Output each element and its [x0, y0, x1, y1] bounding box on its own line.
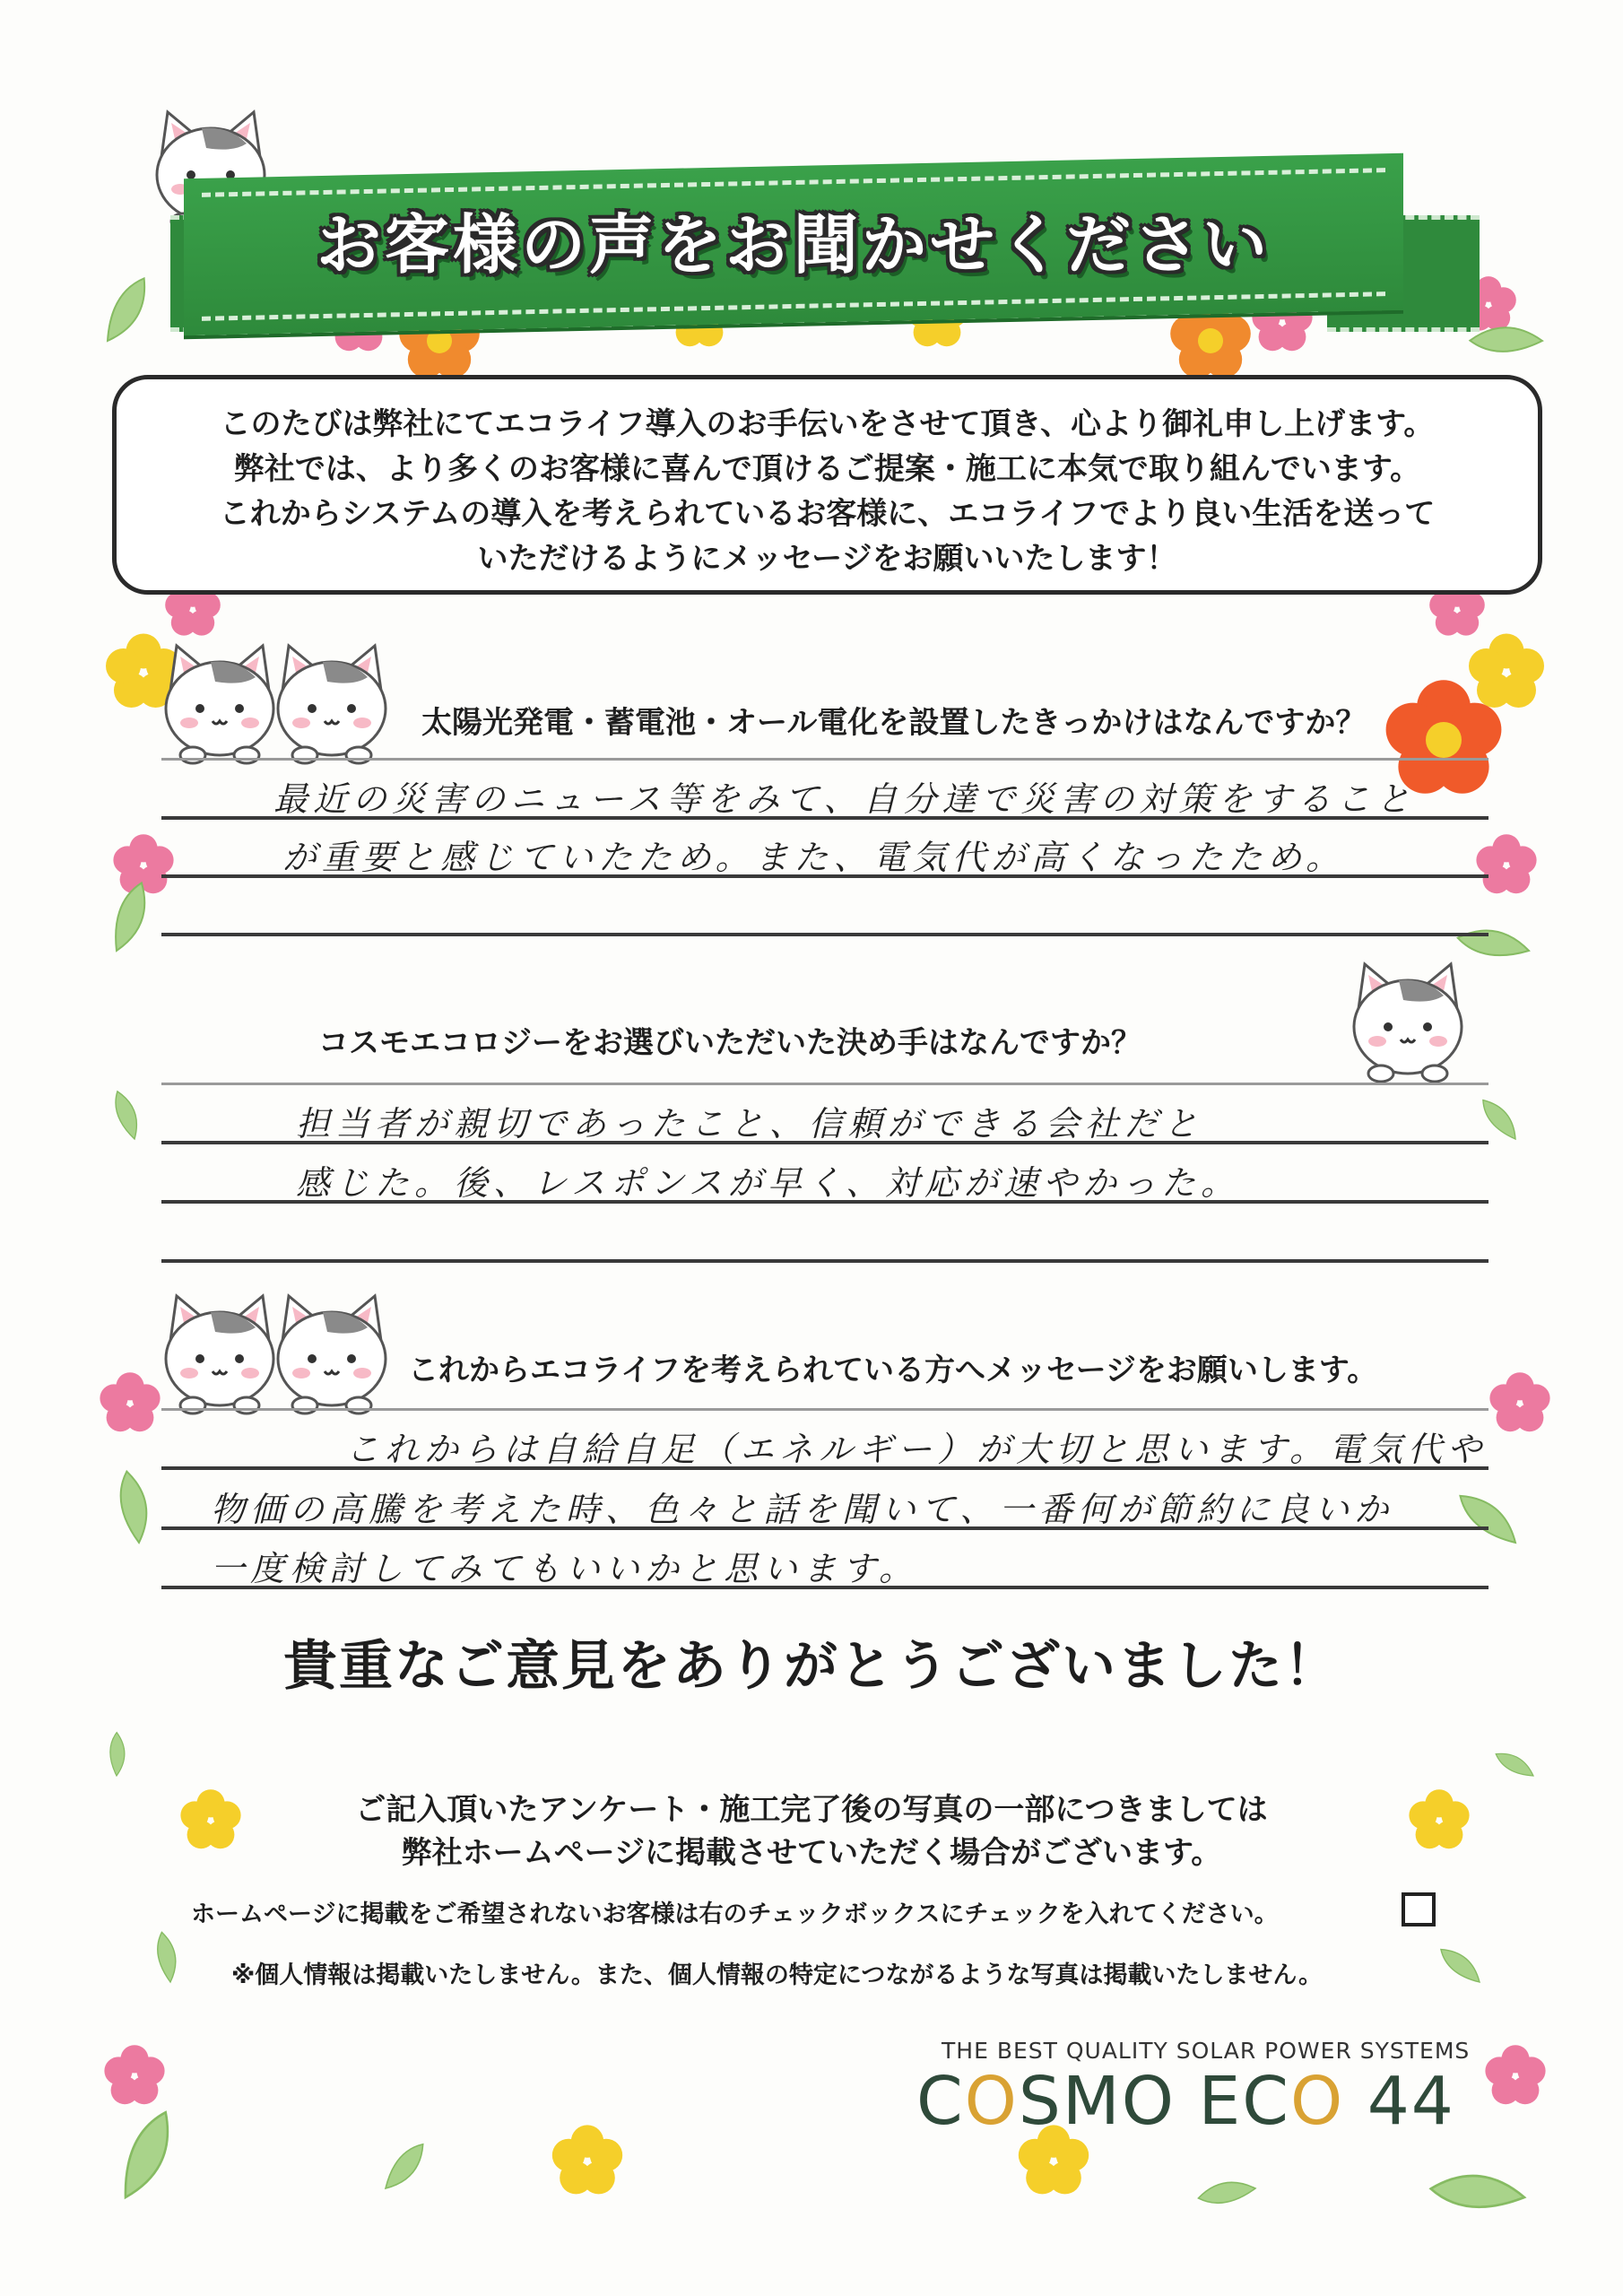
leaf-icon: [105, 1471, 161, 1543]
cat-icon: [166, 646, 273, 763]
flower-icon: [1476, 834, 1536, 893]
answer-rule: [161, 933, 1488, 936]
cat-icon: [166, 1296, 273, 1413]
leaf-icon: [99, 2112, 193, 2198]
question-2: コスモエコロジーをお選びいただいた決め手はなんですか？: [318, 1025, 1141, 1061]
checkbox-label: ホームページに掲載をご希望されないお客様は右のチェックボックスにチェックを入れてください。: [191, 1900, 1279, 1928]
leaf-icon: [1430, 2150, 1524, 2236]
logo-text: O: [1289, 2063, 1345, 2140]
leaf-icon: [1460, 1483, 1515, 1555]
answer-1-line: が重要と感じていたため。また、電気代が高くなったため。: [282, 838, 1345, 877]
leaf-icon: [109, 1091, 143, 1139]
answer-rule: [161, 1083, 1488, 1085]
flower-icon: [104, 2045, 164, 2104]
answer-1-line: 最近の災害のニュース等をみて、自分達で災害の対策をすること: [273, 779, 1416, 819]
logo-text: O: [964, 2063, 1019, 2140]
flower-icon: [552, 2125, 622, 2194]
answer-rule: [161, 1408, 1488, 1411]
logo-text: C: [916, 2063, 965, 2140]
flower-icon: [1469, 634, 1544, 709]
thanks-heading: 貴重なご意見をありがとうございました！: [283, 1635, 1340, 1698]
answer-3-line: これからは自給自足（エネルギー）が大切と思います。電気代や: [345, 1430, 1487, 1469]
notice-line: 弊社ホームページに掲載させていただく場合がございます。: [401, 1835, 1222, 1871]
cat-icon: [1354, 964, 1462, 1082]
logo-text: SMO EC: [1018, 2063, 1290, 2140]
leaf-icon: [90, 278, 162, 342]
logo-tagline: THE BEST QUALITY SOLAR POWER SYSTEMS: [942, 2038, 1471, 2064]
flower-icon: [113, 834, 173, 893]
answer-rule: [161, 1259, 1488, 1263]
intro-line: このたびは弊社にてエコライフ導入のお手伝いをさせて頂き、心より御礼申し上げます。: [220, 406, 1435, 442]
opt-out-checkbox[interactable]: [1402, 1892, 1436, 1926]
flower-icon: [1485, 2045, 1545, 2104]
question-3: これからエコライフを考えられている方へメッセージをお願いします。: [408, 1352, 1378, 1388]
leaf-icon: [1496, 1743, 1533, 1787]
page-title: お客様の声をお聞かせください: [316, 207, 1271, 283]
leaf-icon: [98, 1732, 135, 1776]
intro-line: これからシステムの導入を考えられているお客様に、エコライフでより良い生活を送って: [219, 496, 1436, 532]
leaf-icon: [1198, 2170, 1255, 2215]
answer-2-line: 感じた。後、レスポンスが早く、対応が速やかった。: [296, 1163, 1240, 1203]
cat-icon: [278, 646, 386, 763]
leaf-icon: [1457, 910, 1529, 978]
privacy-note: ※個人情報は掲載いたしません。また、個人情報の特定につながるような写真は掲載いたしません。: [231, 1961, 1323, 1989]
notice-line: ご記入頂いたアンケート・施工完了後の写真の一部につきましては: [355, 1792, 1268, 1828]
question-1: 太陽光発電・蓄電池・オール電化を設置したきっかけはなんですか？: [421, 705, 1367, 741]
leaf-icon: [1483, 1096, 1516, 1144]
company-logo: [916, 2063, 1455, 2140]
intro-line: 弊社では、より多くのお客様に喜んで頂けるご提案・施工に本気で取り組んでいます。: [233, 451, 1421, 487]
flower-icon: [100, 1372, 160, 1431]
answer-rule: [161, 758, 1488, 761]
intro-line: いただけるようにメッセージをお願いいたします！: [477, 541, 1177, 577]
leaf-icon: [146, 1932, 186, 1982]
answer-3-line: 物価の高騰を考えた時、色々と話を聞いて、一番何が節約に良いか: [211, 1490, 1394, 1529]
leaf-icon: [1441, 1941, 1480, 1991]
cat-icon: [278, 1296, 386, 1413]
answer-3-line: 一度検討してみてもいいかと思います。: [211, 1549, 918, 1588]
answer-2-line: 担当者が親切であったこと、信頼ができる会社だと: [296, 1104, 1203, 1144]
flower-icon: [1489, 1372, 1549, 1431]
logo-text: 44: [1344, 2063, 1455, 2140]
leaf-icon: [376, 2144, 433, 2188]
